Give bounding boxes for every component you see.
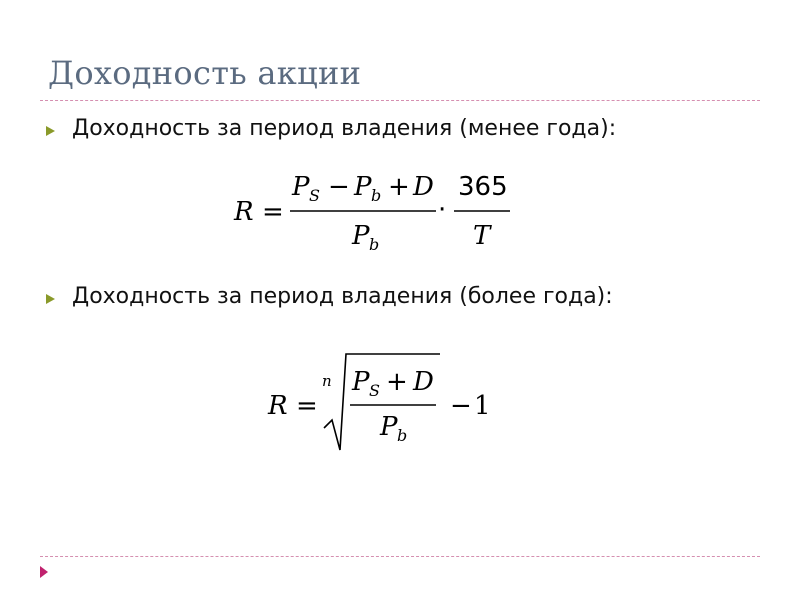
formula-multiply-dot: ·: [438, 195, 447, 225]
formula2-numerator-ps-sub: S: [369, 381, 380, 400]
formula2-minus: −: [450, 391, 472, 421]
formula2-numerator-plus: +: [386, 367, 408, 397]
bullet-text-long-term: Доходность за период владения (более года):: [72, 284, 613, 309]
slide-title: Доходность акции: [48, 54, 362, 92]
formula-lhs: R: [234, 197, 254, 227]
formula-long-term: [262, 350, 512, 464]
bullet-icon: [46, 294, 55, 304]
formula2-equals: =: [296, 391, 318, 421]
formula-denominator-pb: P: [352, 221, 370, 251]
formula2-one: 1: [474, 391, 491, 421]
formula-denominator-t: T: [473, 221, 491, 251]
formula2-denominator-pb-sub: b: [397, 426, 408, 445]
title-divider: [40, 100, 760, 101]
formula-numerator-plus: +: [388, 172, 410, 202]
formula2-numerator-d: D: [413, 367, 434, 397]
formula2-lhs: R: [268, 391, 288, 421]
formula-numerator-ps: P: [292, 172, 310, 202]
formula-numerator-ps-sub: S: [309, 186, 320, 205]
formula-numerator-pb-sub: b: [371, 186, 382, 205]
formula2-numerator-ps: P: [352, 367, 370, 397]
bullet-text-short-term: Доходность за период владения (менее года):: [72, 116, 617, 141]
formula-numerator-minus: −: [328, 172, 350, 202]
formula2-root-index: n: [322, 372, 332, 390]
formula2-denominator-pb: P: [380, 412, 398, 442]
formula-short-term: [228, 168, 528, 258]
formula-equals: =: [262, 197, 284, 227]
footer-divider: [40, 556, 760, 557]
bullet-icon: [46, 126, 55, 136]
formula-numerator-365: 365: [458, 172, 508, 202]
formula-numerator-d: D: [413, 172, 434, 202]
formula-denominator-pb-sub: b: [369, 235, 380, 254]
formula-numerator-pb: P: [354, 172, 372, 202]
slide-marker-icon: [40, 566, 48, 578]
